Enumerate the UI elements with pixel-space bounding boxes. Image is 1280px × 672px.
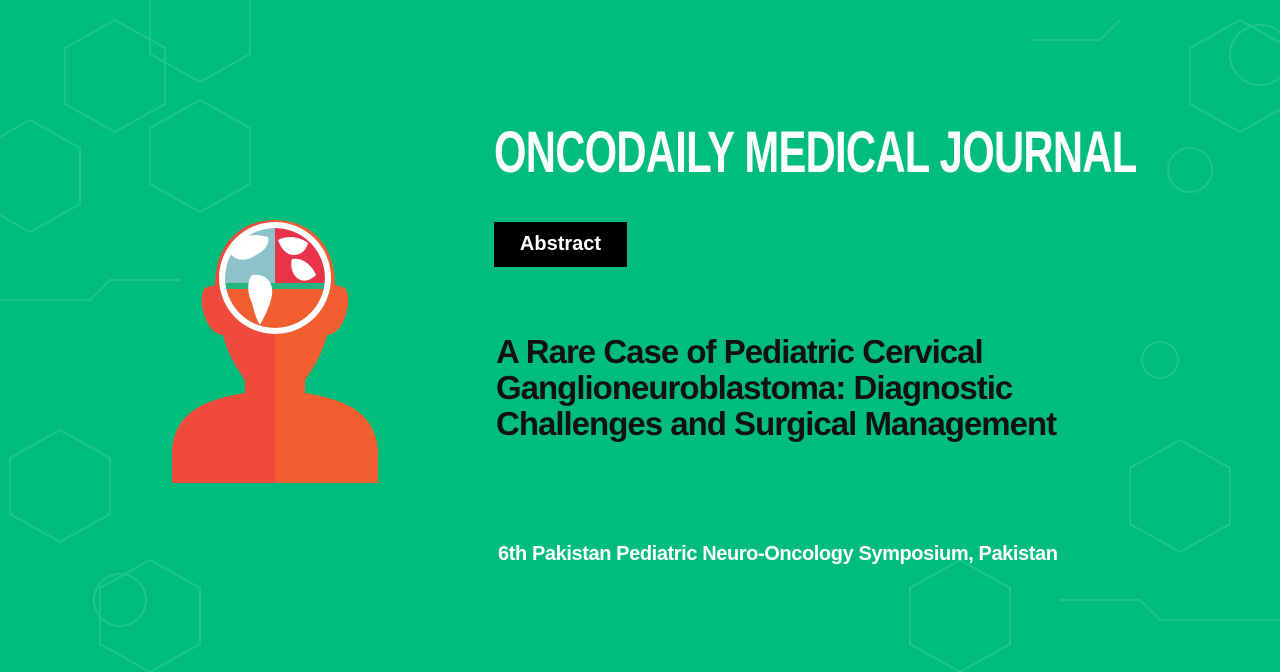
event-name: 6th Pakistan Pediatric Neuro-Oncology Symposium, Pakistan	[498, 543, 1058, 565]
person-head-icon	[160, 215, 390, 490]
article-title: A Rare Case of Pediatric Cervical Ganglioneuroblastoma: Diagnostic Challenges and Surgical Management	[496, 333, 1057, 442]
journal-title: ONCODAILY MEDICAL JOURNAL	[494, 120, 1137, 185]
abstract-badge: Abstract	[494, 222, 627, 267]
